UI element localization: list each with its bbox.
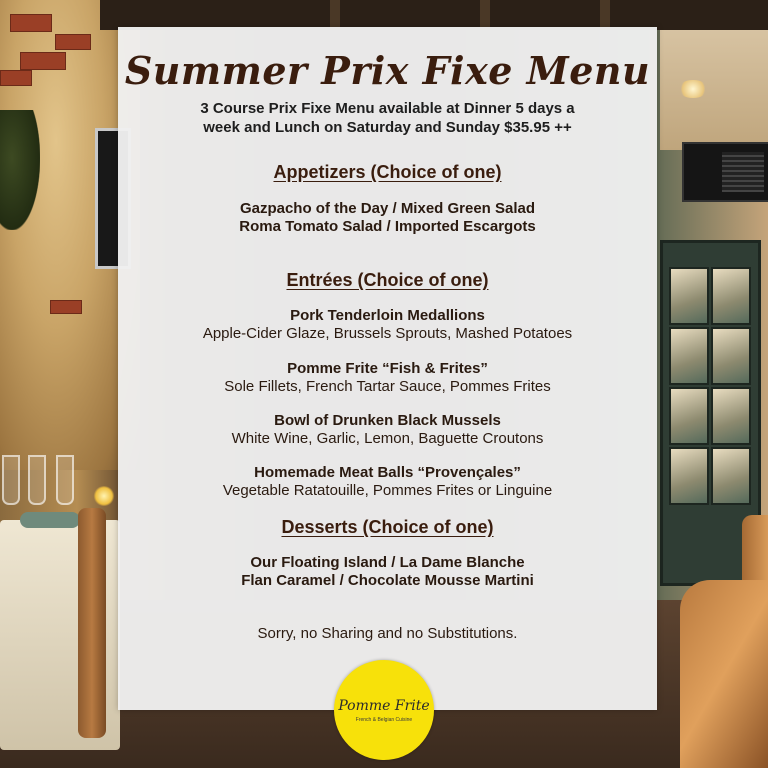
entree-description: Sole Fillets, French Tartar Sauce, Pommes Frites [224, 378, 551, 395]
menu-intro [118, 99, 657, 137]
wine-glass [2, 455, 20, 505]
wooden-chair [78, 508, 106, 738]
entrees-heading: Entrées (Choice of one) [286, 270, 489, 290]
entree-description: White Wine, Garlic, Lemon, Baguette Croutons [231, 430, 544, 447]
ceiling-lamp [678, 80, 708, 98]
menu-title: Summer Prix Fixe Menu [124, 48, 651, 93]
candle-light [93, 486, 115, 506]
entree-description: Apple-Cider Glaze, Brussels Sprouts, Mashed Potatoes [202, 325, 573, 342]
no-sharing-note: Sorry, no Sharing and no Substitutions. [257, 625, 518, 642]
intro-line-2: week and Lunch on Saturday and Sunday $35.95 ++ [203, 119, 572, 136]
appetizers-heading: Appetizers (Choice of one) [273, 162, 502, 182]
exposed-brick [10, 14, 52, 32]
ceiling-beam [600, 0, 610, 30]
appetizers-line-1: Gazpacho of the Day / Mixed Green Salad [239, 200, 536, 217]
logo-tagline: French & Belgian Cuisine [355, 717, 413, 723]
folded-napkin [20, 512, 80, 528]
entree-name: Pork Tenderloin Medallions [290, 307, 485, 324]
wine-glass [56, 455, 74, 505]
desserts-line-2: Flan Caramel / Chocolate Mousse Martini [241, 572, 534, 589]
right-wall [660, 30, 768, 150]
exposed-brick [50, 300, 82, 314]
exposed-brick [20, 52, 66, 70]
ceiling-beam [330, 0, 340, 30]
entree-name: Pomme Frite “Fish & Frites” [287, 360, 488, 377]
appetizers-line-2: Roma Tomato Salad / Imported Escargots [239, 218, 536, 235]
exposed-brick [0, 70, 32, 86]
wood-ceiling [100, 0, 768, 30]
desserts-line-1: Our Floating Island / La Dame Blanche [250, 554, 525, 571]
logo-name: Pomme Frite [338, 698, 430, 714]
pomme-frite-logo [334, 660, 434, 760]
desserts-heading: Desserts (Choice of one) [281, 517, 494, 537]
air-conditioner [682, 142, 768, 202]
exposed-brick [55, 34, 91, 50]
entree-description: Vegetable Ratatouille, Pommes Frites or Linguine [222, 482, 553, 499]
wine-glass [28, 455, 46, 505]
intro-line-1: 3 Course Prix Fixe Menu available at Dinner 5 days a [200, 100, 575, 117]
hanging-plant [0, 110, 40, 230]
wooden-chair [680, 580, 768, 768]
entree-name: Homemade Meat Balls “Provençales” [254, 464, 521, 481]
ceiling-beam [480, 0, 490, 30]
entree-name: Bowl of Drunken Black Mussels [274, 412, 501, 429]
